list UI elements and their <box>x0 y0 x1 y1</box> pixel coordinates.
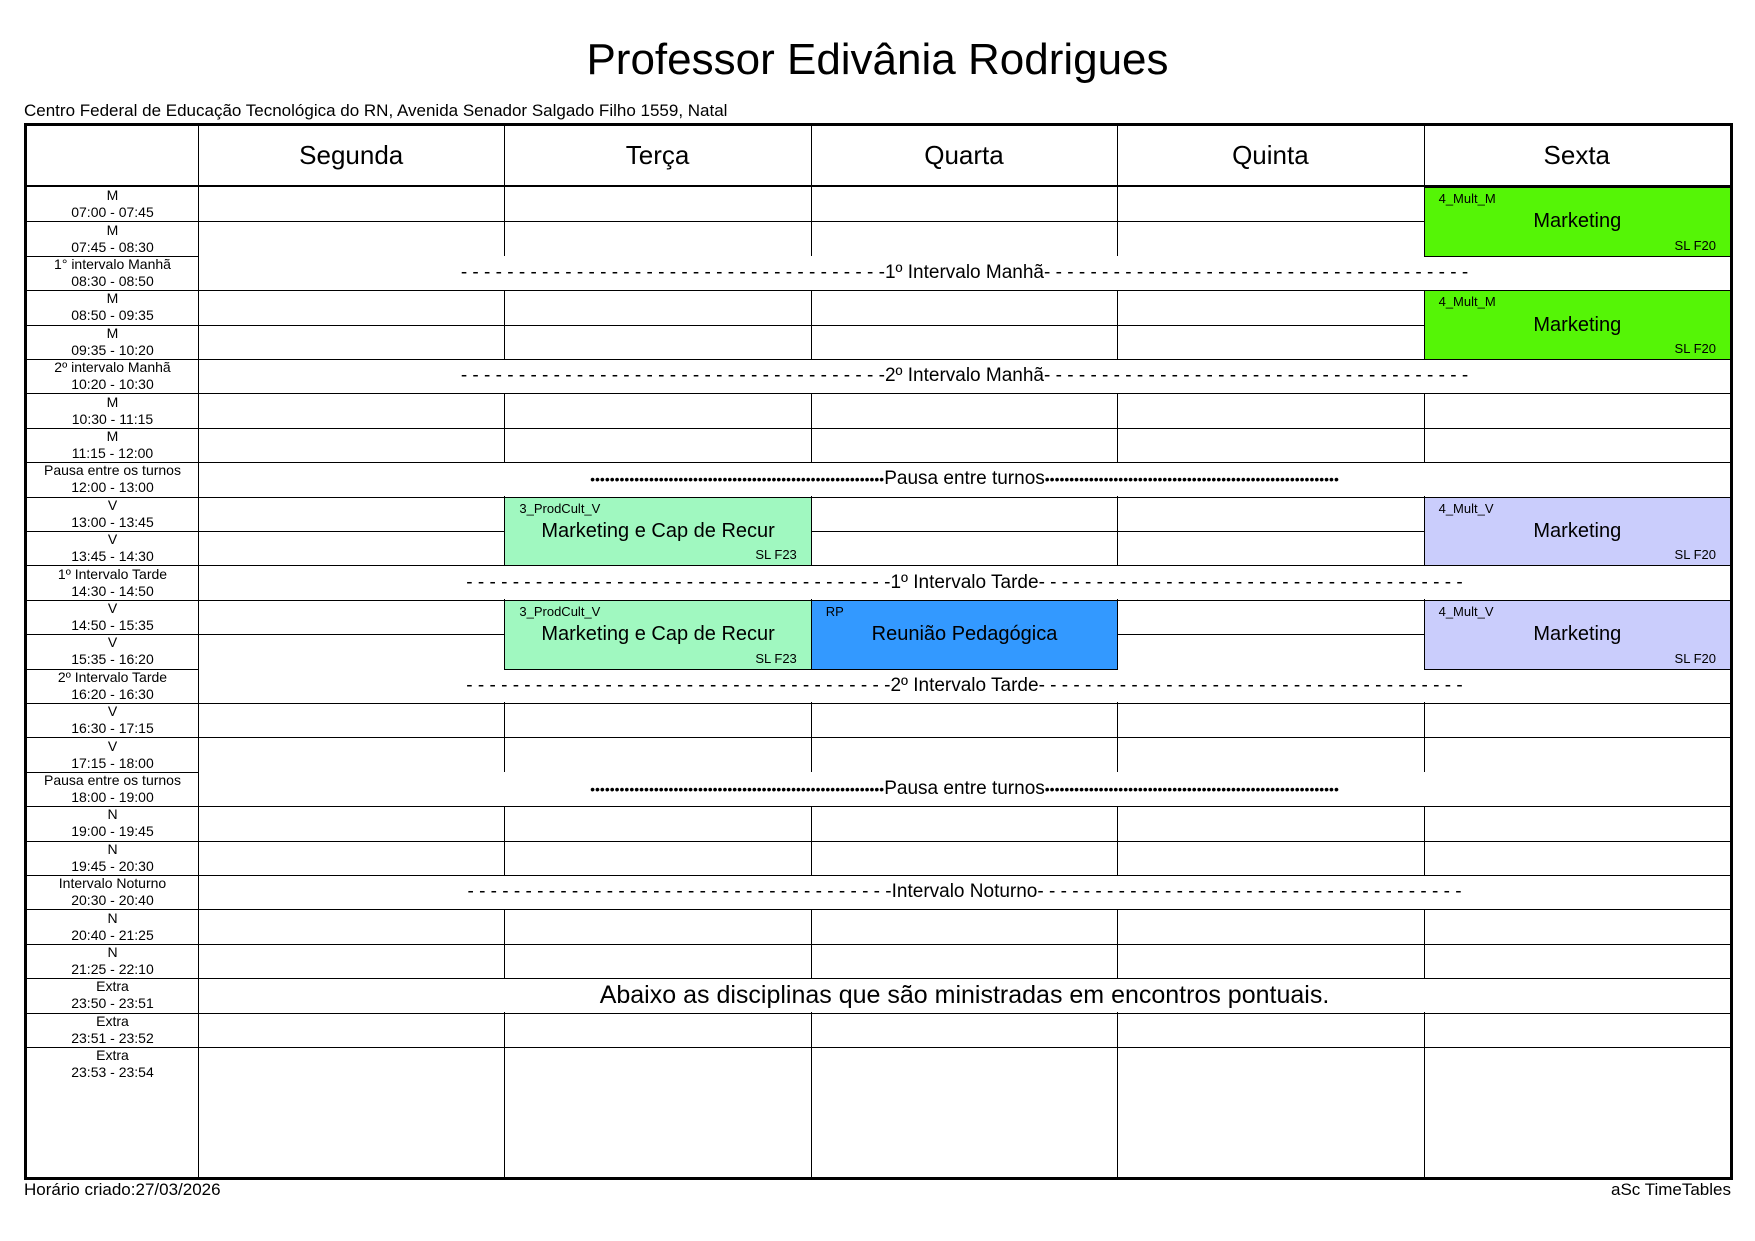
period-time: 08:30 - 08:50 <box>71 272 154 289</box>
lesson-card[interactable] <box>811 600 1118 670</box>
break-filler: - - - - - - - - - - - - - - - - - - - - - - - - - - - - - - - - - - - - - <box>1037 881 1462 903</box>
period-name: Pausa entre os turnos <box>44 771 181 788</box>
period-name: N <box>107 909 118 926</box>
row-divider <box>27 841 1730 842</box>
lesson-subject: Marketing <box>1533 519 1622 542</box>
period-time: 18:00 - 19:00 <box>71 788 154 805</box>
break-row <box>199 360 1730 393</box>
period-time: 07:45 - 08:30 <box>71 238 154 255</box>
created-date: Horário criado:27/03/2026 <box>24 1180 221 1199</box>
break-label: 2º Intervalo Tarde <box>890 674 1039 696</box>
lesson-class: 4_Mult_M <box>1438 191 1496 206</box>
lesson-room: SL F20 <box>1674 340 1716 356</box>
period-label <box>27 256 198 290</box>
lesson-room: SL F20 <box>1674 650 1716 666</box>
lesson-card[interactable] <box>504 600 811 670</box>
lesson-card[interactable] <box>1424 290 1731 360</box>
break-row <box>199 463 1730 496</box>
lesson-subject: Reunião Pedagógica <box>871 623 1058 646</box>
break-row <box>199 876 1730 909</box>
break-filler: - - - - - - - - - - - - - - - - - - - - - - - - - - - - - - - - - - - - - <box>1038 571 1463 593</box>
break-row <box>199 566 1730 599</box>
lesson-subject: Marketing <box>1533 313 1622 336</box>
lesson-card[interactable] <box>1424 600 1731 670</box>
break-label: 1º Intervalo Tarde <box>890 571 1039 593</box>
period-label <box>27 531 198 565</box>
lesson-room: SL F20 <box>1674 237 1716 253</box>
period-name: N <box>107 840 118 857</box>
period-time: 20:40 - 21:25 <box>71 926 154 943</box>
period-time: 13:00 - 13:45 <box>71 513 154 530</box>
period-label <box>27 772 198 806</box>
period-name: 2º intervalo Manhã <box>54 359 171 376</box>
period-label <box>27 359 198 393</box>
period-time: 12:00 - 13:00 <box>71 479 154 496</box>
period-name: N <box>107 806 118 823</box>
period-label <box>27 978 198 1012</box>
period-label <box>27 634 198 668</box>
lesson-class: 3_ProdCult_V <box>519 500 601 516</box>
period-time: 19:00 - 19:45 <box>71 823 154 840</box>
period-time: 23:53 - 23:54 <box>71 1064 154 1081</box>
break-filler: •••••••••••••••••••••••••••••••••••••••••••••••••••••••••••• <box>1044 471 1339 488</box>
lesson-class: 4_Mult_V <box>1438 500 1494 516</box>
break-label: Intervalo Noturno <box>891 881 1038 903</box>
break-filler: - - - - - - - - - - - - - - - - - - - - - - - - - - - - - - - - - - - - - <box>1044 261 1469 283</box>
lesson-room: SL F20 <box>1674 547 1716 563</box>
break-filler: - - - - - - - - - - - - - - - - - - - - - - - - - - - - - - - - - - - - - <box>1044 365 1469 387</box>
period-name: V <box>107 737 118 754</box>
period-name: Extra <box>96 978 129 995</box>
lesson-card[interactable] <box>1424 187 1731 257</box>
period-label <box>27 1013 198 1047</box>
period-name: Pausa entre os turnos <box>44 462 181 479</box>
period-label <box>27 669 198 703</box>
period-name: Intervalo Noturno <box>58 875 167 892</box>
period-name: N <box>107 943 118 960</box>
row-divider <box>27 909 1730 910</box>
period-label <box>27 290 198 324</box>
period-label <box>27 909 198 943</box>
break-filler: •••••••••••••••••••••••••••••••••••••••••••••••••••••••••••• <box>1044 780 1339 797</box>
period-time: 14:30 - 14:50 <box>71 582 154 599</box>
period-name: M <box>106 427 119 444</box>
lesson-class: 3_ProdCult_V <box>519 603 601 619</box>
period-time: 23:51 - 23:52 <box>71 1029 154 1046</box>
period-label <box>27 187 198 221</box>
period-name: 1º Intervalo Tarde <box>57 565 168 582</box>
row-divider <box>27 737 1730 738</box>
day-header-segunda: Segunda <box>299 140 404 170</box>
lesson-class: 4_Mult_V <box>1438 603 1494 619</box>
row-divider <box>27 428 1730 429</box>
break-label: 1º Intervalo Manhã <box>884 261 1045 283</box>
lesson-subject: Marketing <box>1533 623 1622 646</box>
day-header-quinta: Quinta <box>1232 140 1309 170</box>
row-divider <box>27 703 1730 704</box>
school-address: Centro Federal de Educação Tecnológica do RN, Avenida Senador Salgado Filho 1559, Natal <box>24 101 728 120</box>
period-label <box>27 428 198 462</box>
period-time: 21:25 - 22:10 <box>71 960 154 977</box>
period-name: M <box>106 324 119 341</box>
period-time: 20:30 - 20:40 <box>71 892 154 909</box>
period-time: 19:45 - 20:30 <box>71 857 154 874</box>
period-time: 11:15 - 12:00 <box>71 444 154 461</box>
lesson-class: RP <box>825 603 844 619</box>
row-divider <box>27 806 1730 807</box>
period-label <box>27 497 198 531</box>
period-name: 1° intervalo Manhã <box>54 255 171 272</box>
break-filler: - - - - - - - - - - - - - - - - - - - - - - - - - - - - - - - - - - - - - <box>460 365 885 387</box>
period-name: M <box>106 290 119 307</box>
period-time: 17:15 - 18:00 <box>71 754 154 771</box>
break-filler: - - - - - - - - - - - - - - - - - - - - - - - - - - - - - - - - - - - - - <box>466 674 891 696</box>
period-label <box>27 1047 198 1081</box>
period-label <box>27 841 198 875</box>
period-label <box>27 565 198 599</box>
row-divider <box>27 1013 1730 1014</box>
period-time: 16:20 - 16:30 <box>71 685 154 702</box>
period-label <box>27 462 198 496</box>
break-label: Pausa entre turnos <box>884 468 1045 490</box>
period-time: 14:50 - 15:35 <box>71 616 154 633</box>
period-time: 09:35 - 10:20 <box>71 341 154 358</box>
period-label <box>27 875 198 909</box>
timetable-grid <box>24 123 1733 1180</box>
period-time: 13:45 - 14:30 <box>71 548 154 565</box>
period-name: 2º Intervalo Tarde <box>57 668 168 685</box>
period-label <box>27 737 198 771</box>
day-header-quarta: Quarta <box>924 140 1004 170</box>
period-name: Extra <box>96 1012 129 1029</box>
period-time: 16:30 - 17:15 <box>71 720 154 737</box>
period-name: M <box>106 393 119 410</box>
break-filler: - - - - - - - - - - - - - - - - - - - - - - - - - - - - - - - - - - - - - <box>466 571 891 593</box>
period-label <box>27 221 198 255</box>
period-name: M <box>106 187 119 204</box>
period-label <box>27 944 198 978</box>
period-time: 07:00 - 07:45 <box>71 204 154 221</box>
break-filler: - - - - - - - - - - - - - - - - - - - - - - - - - - - - - - - - - - - - - <box>1038 674 1463 696</box>
extra-note: Abaixo as disciplinas que são ministradas em encontros pontuais. <box>199 979 1730 1012</box>
break-filler: - - - - - - - - - - - - - - - - - - - - - - - - - - - - - - - - - - - - - <box>460 261 885 283</box>
period-label <box>27 600 198 634</box>
page-title: Professor Edivânia Rodrigues <box>586 35 1169 84</box>
period-name: V <box>107 634 118 651</box>
lesson-subject: Marketing e Cap de Recur <box>541 519 775 542</box>
break-row <box>199 256 1730 289</box>
lesson-card[interactable] <box>504 497 811 567</box>
day-header-sexta: Sexta <box>1543 140 1611 170</box>
lesson-class: 4_Mult_M <box>1438 294 1496 310</box>
period-label <box>27 703 198 737</box>
break-row <box>199 772 1730 805</box>
break-filler: •••••••••••••••••••••••••••••••••••••••••••••••••••••••••••• <box>590 780 885 797</box>
lesson-subject: Marketing e Cap de Recur <box>541 623 775 646</box>
period-label <box>27 325 198 359</box>
lesson-card[interactable] <box>1424 497 1731 567</box>
period-time: 15:35 - 16:20 <box>71 651 154 668</box>
period-name: V <box>107 531 118 548</box>
period-name: V <box>107 496 118 513</box>
period-label <box>27 806 198 840</box>
period-name: Extra <box>96 1047 129 1064</box>
period-time: 08:50 - 09:35 <box>71 307 154 324</box>
lesson-room: SL F23 <box>755 650 797 666</box>
app-brand: aSc TimeTables <box>1611 1180 1731 1199</box>
lesson-room: SL F23 <box>755 547 797 563</box>
period-name: M <box>106 221 119 238</box>
break-label: 2º Intervalo Manhã <box>884 365 1045 387</box>
break-row <box>199 669 1730 702</box>
row-divider <box>27 393 1730 394</box>
day-header-terça: Terça <box>625 140 690 170</box>
break-filler: - - - - - - - - - - - - - - - - - - - - - - - - - - - - - - - - - - - - - <box>467 881 892 903</box>
period-time: 10:20 - 10:30 <box>71 376 154 393</box>
row-divider <box>27 1047 1730 1048</box>
break-label: Pausa entre turnos <box>884 777 1045 799</box>
period-name: V <box>107 599 118 616</box>
period-name: V <box>107 703 118 720</box>
period-time: 23:50 - 23:51 <box>71 995 154 1012</box>
period-time: 10:30 - 11:15 <box>71 410 154 427</box>
break-filler: •••••••••••••••••••••••••••••••••••••••••••••••••••••••••••• <box>590 471 885 488</box>
row-divider <box>27 944 1730 945</box>
period-label <box>27 393 198 427</box>
lesson-subject: Marketing <box>1533 210 1622 233</box>
